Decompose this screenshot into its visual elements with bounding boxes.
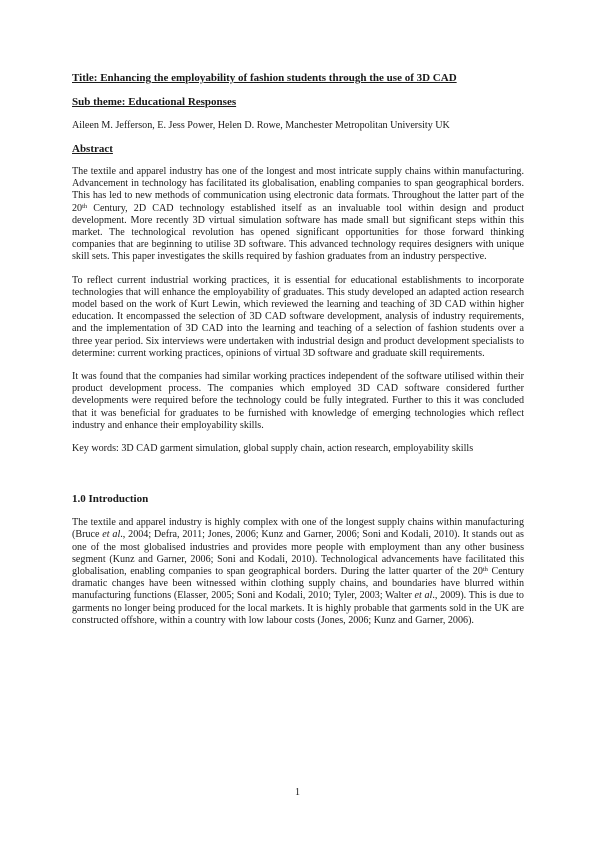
intro-et-al-2: et al (414, 590, 433, 602)
keywords: Key words: 3D CAD garment simulation, global supply chain, action research, employability skills (72, 443, 474, 455)
intro-text-4: ., 2009). This is due to garments no longer being produced for the local markets. It is highly probable that garments sold in the UK are constructed offshore, within a country with low labour costs (Jones, 2006; Kunz and Garner, 2006). (72, 590, 524, 626)
paper-title: Title: Enhancing the employability of fashion students through the use of 3D CAD (72, 72, 457, 84)
abstract-p1-text-a: The textile and apparel industry has one of the longest and most intricate supply chains within manufacturing. Advancement in technology has facilitated its globalisation, enabling companies to span geographical borders. This has led to new methods of communication using electronic data formats. Throughout the latter part of the 20 (72, 166, 524, 214)
page-number: 1 (295, 787, 300, 798)
authors: Aileen M. Jefferson, E. Jess Power, Helen D. Rowe, Manchester Metropolitan University UK (72, 120, 450, 131)
abstract-paragraph-3: It was found that the companies had similar working practices independent of the software utilised within their product development process. The companies which employed 3D CAD software considered further developments were required before the technology could be fully integrated. Further to this it was concluded that it was beneficial for graduates to be furnished with knowledge of emerging technologies which reflect industry and enhance their employability skills. (72, 371, 524, 431)
abstract-p1-superscript: th (82, 202, 88, 210)
intro-superscript: th (482, 566, 488, 574)
abstract-p1-text-b: Century, 2D CAD technology established itself as an invaluable tool within design and product development. More recently 3D virtual simulation software has made small but significant steps within this market. The technological revolution has opened significant opportunities for those forward thinking companies that are beginning to utilise 3D software. This advanced technology requires designers with unique skill sets. This paper investigates the skills required by fashion graduates from an industry perspective. (72, 202, 524, 263)
abstract-paragraph-2: To reflect current industrial working practices, it is essential for educational establishments to incorporate technologies that will enhance the employability of graduates. This study developed an adapted action research model based on the work of Kurt Lewin, which reviewed the learning and teaching of 3D CAD within higher education. It encompassed the selection of 3D CAD software development, analysis of industry requirements, and the implementation of 3D CAD into the learning and teaching of a selection of fashion students over a three year period. Six interviews were undertaken with industrial design and product development specialists to determine: current working practices, opinions of virtual 3D software and graduate skill requirements. (72, 274, 524, 359)
abstract-paragraph-1 (72, 166, 524, 264)
sub-theme: Sub theme: Educational Responses (72, 96, 237, 108)
intro-text-3: Century dramatic changes have been witnessed within clothing supply chains, and boundaries have blurred within manufacturing functions (Elasser, 2005; Soni and Kodali, 2010; Tyler, 2003; Walter (72, 566, 524, 602)
page-content (72, 72, 524, 627)
introduction-heading: 1.0 Introduction (72, 493, 149, 506)
intro-text-1: The textile and apparel industry is highly complex with one of the longest supply chains within manufacturing (Bruce (72, 517, 524, 541)
intro-text-2: ., 2004; Defra, 2011; Jones, 2006; Kunz and Garner, 2006; Soni and Kodali, 2010). It stands out as one of the most globalised industries and provides more people with employment than any other business segment (Kunz and Garner, 2006; Soni and Kodali, 2010). Technological advancements have facilitated this globalisation, enabling companies to span geographical borders. During the latter quarter of the 20 (72, 529, 524, 578)
intro-et-al-1: et al (102, 529, 121, 541)
introduction-paragraph (72, 517, 524, 627)
abstract-heading: Abstract (72, 143, 113, 155)
